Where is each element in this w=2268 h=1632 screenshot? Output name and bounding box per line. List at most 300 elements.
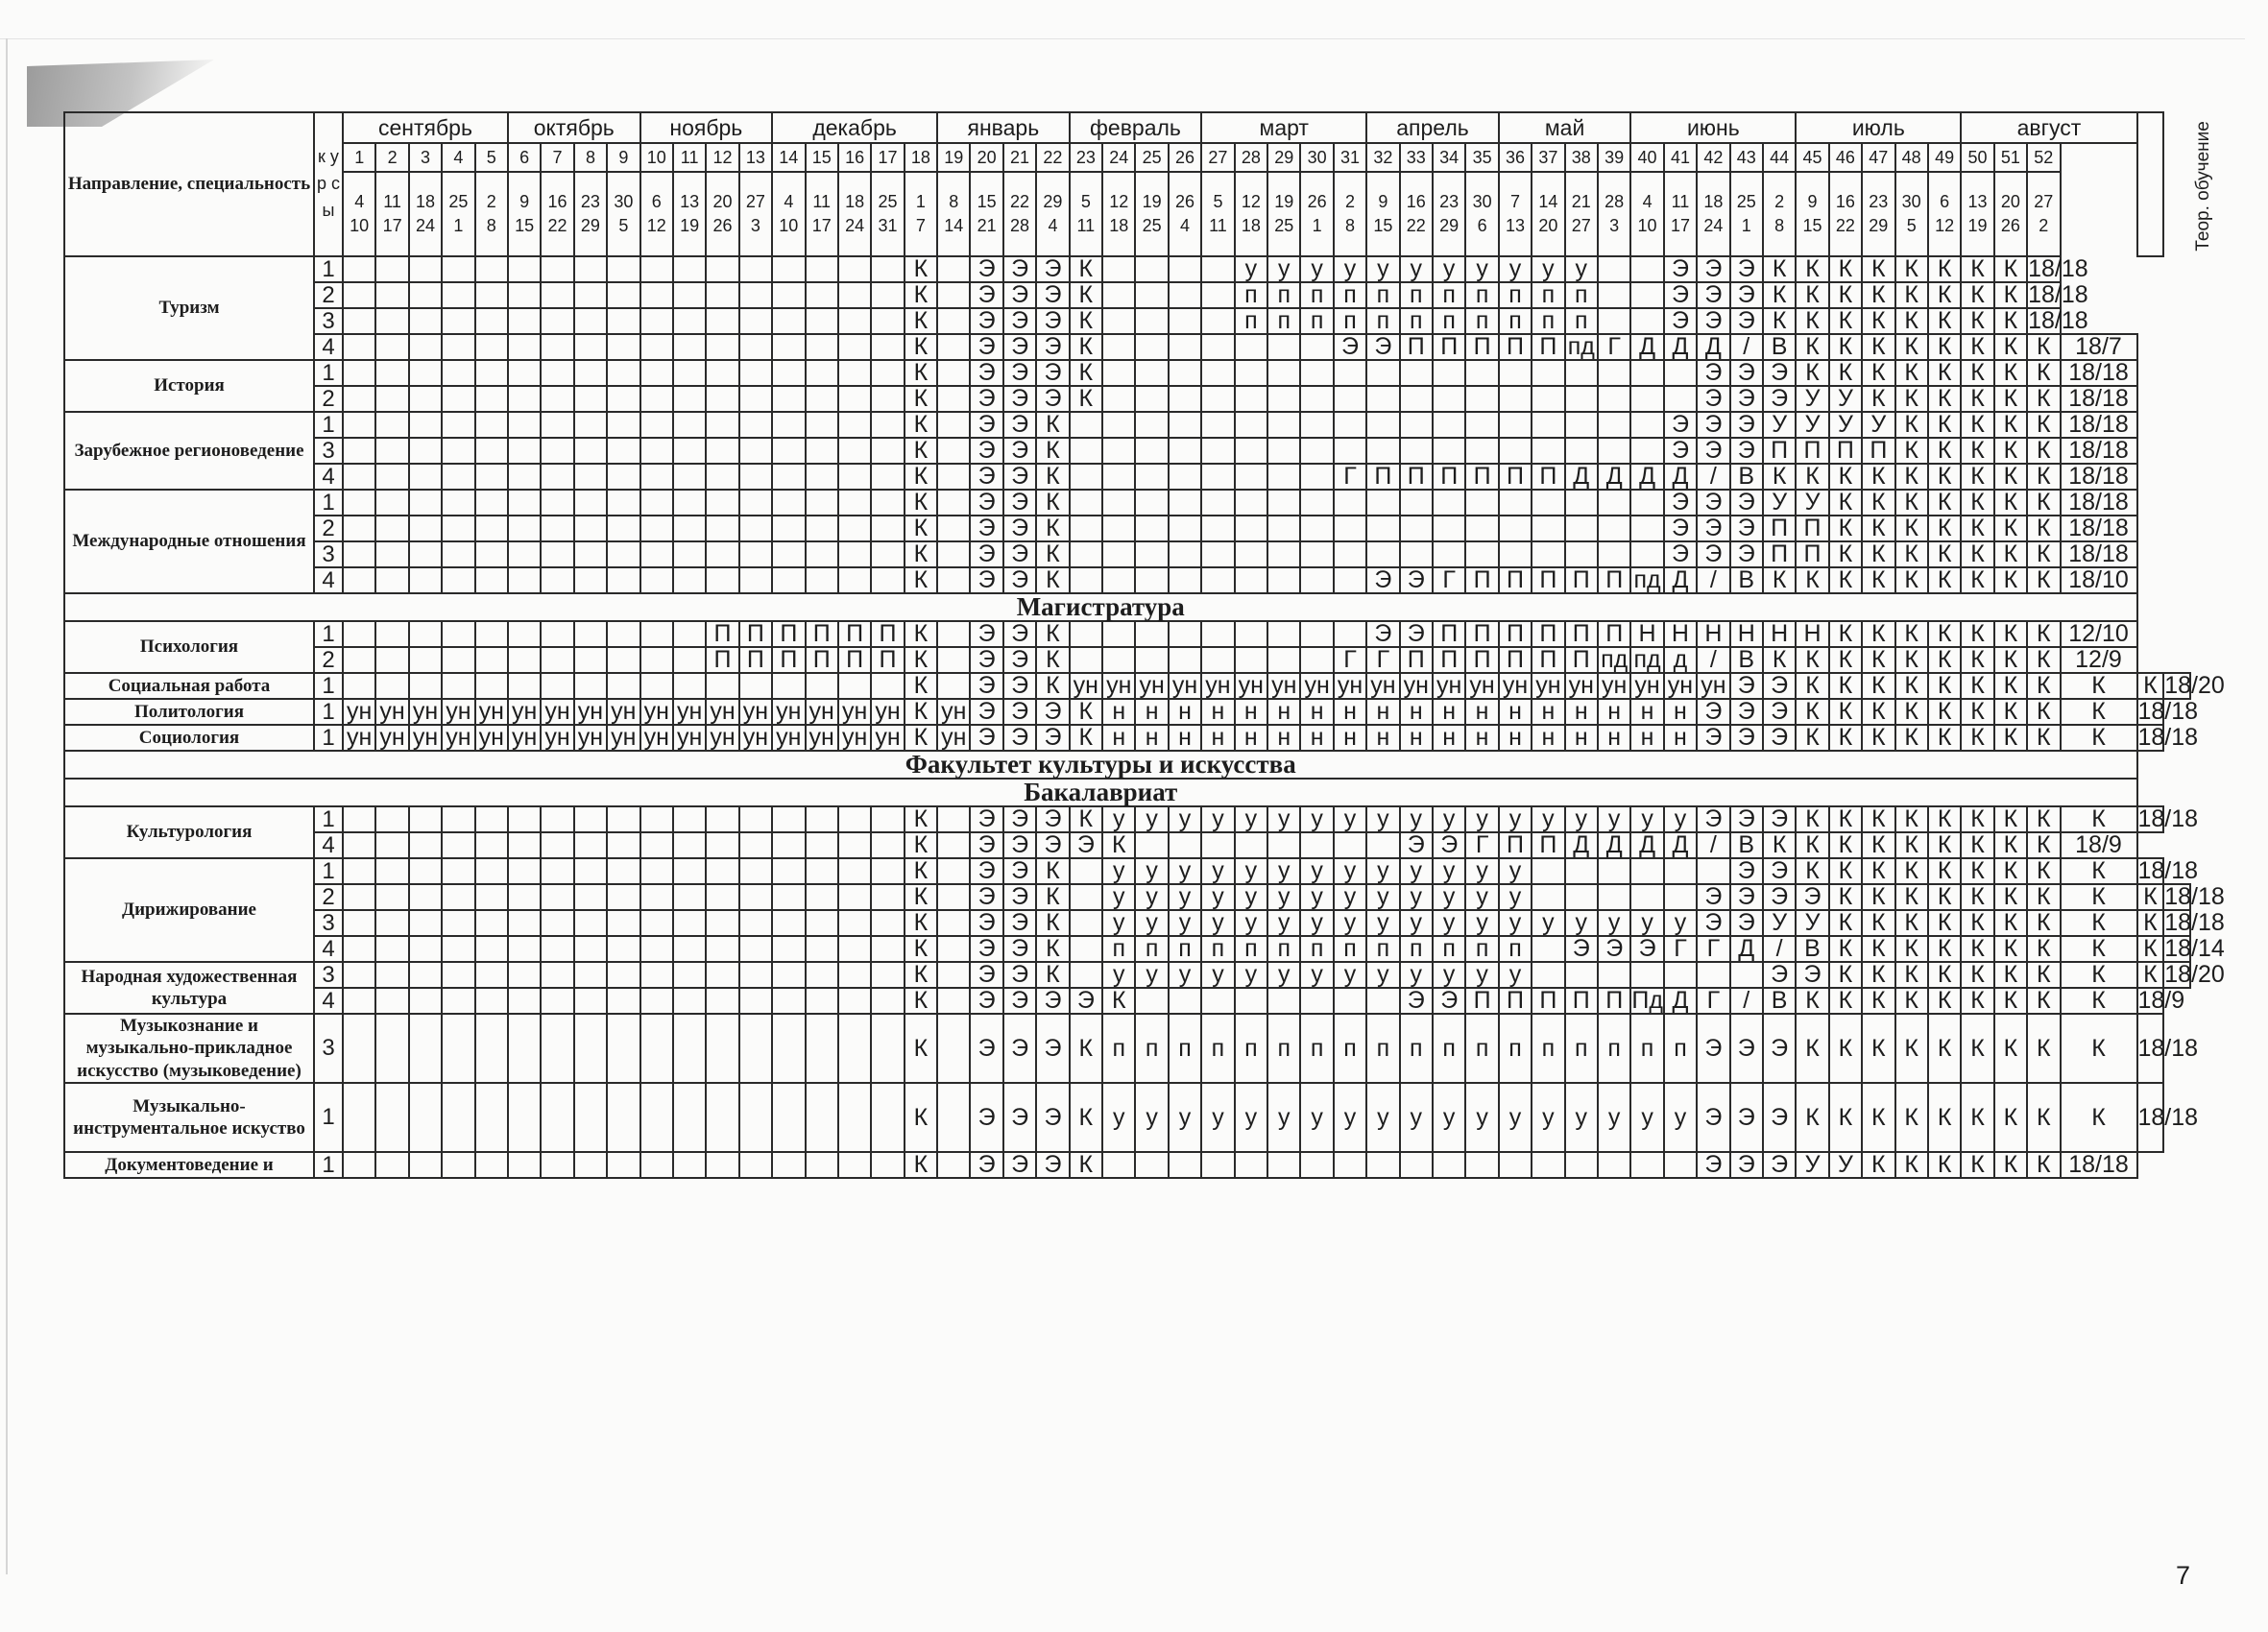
week-cell — [1664, 386, 1697, 412]
week-cell: П — [1598, 567, 1630, 593]
week-number: 52 — [2027, 143, 2060, 172]
week-cell: Г — [1334, 464, 1366, 490]
week-cell — [607, 516, 639, 541]
week-cell: К — [1796, 256, 1828, 282]
schedule-row — [64, 516, 2190, 541]
week-cell — [475, 962, 508, 988]
week-cell: Э — [1697, 256, 1729, 282]
week-cell: ун — [1433, 673, 1465, 699]
week-cell: Э — [1400, 988, 1433, 1014]
week-cell: К — [1036, 567, 1069, 593]
week-cell: п — [1135, 1014, 1168, 1083]
week-cell — [541, 490, 573, 516]
week-cell: п — [1532, 1014, 1564, 1083]
week-cell — [871, 541, 904, 567]
week-cell: К — [1862, 1014, 1894, 1083]
week-cell — [640, 936, 673, 962]
week-cell — [541, 516, 573, 541]
week-cell — [541, 806, 573, 832]
week-number: 21 — [1003, 143, 1036, 172]
course-number: 3 — [314, 910, 343, 936]
week-cell — [1565, 884, 1598, 910]
section-banner-row — [64, 779, 2190, 806]
week-cell: П — [1499, 464, 1532, 490]
week-cell: К — [1070, 282, 1102, 308]
week-cell: п — [1598, 1014, 1630, 1083]
week-cell — [375, 282, 408, 308]
week-cell: К — [1895, 725, 1928, 751]
week-cell: П — [1763, 438, 1796, 464]
week-dates: 29 4 — [1036, 172, 1069, 256]
week-cell: К — [1895, 832, 1928, 858]
week-cell: П — [838, 621, 871, 647]
week-cell: у — [1235, 910, 1267, 936]
week-cell: К — [1829, 884, 1862, 910]
week-cell: у — [1201, 858, 1234, 884]
week-cell — [574, 308, 607, 334]
week-cell: Э — [1664, 256, 1697, 282]
week-cell: К — [1763, 832, 1796, 858]
week-cell: К — [1895, 308, 1928, 334]
week-cell: П — [1433, 334, 1465, 360]
week-cell: К — [1829, 1083, 1862, 1152]
week-cell: К — [1862, 334, 1894, 360]
week-cell: н — [1135, 725, 1168, 751]
week-cell: К — [1829, 858, 1862, 884]
week-cell — [1630, 308, 1663, 334]
week-cell — [442, 438, 474, 464]
course-number: 1 — [314, 725, 343, 751]
week-cell — [739, 988, 772, 1014]
week-cell: К — [1070, 334, 1102, 360]
course-number: 1 — [314, 1083, 343, 1152]
week-cell — [541, 1152, 573, 1178]
week-cell: ун — [541, 699, 573, 725]
week-cell — [1334, 541, 1366, 567]
week-cell — [640, 832, 673, 858]
week-cell: К — [1895, 464, 1928, 490]
week-cell: К — [1862, 806, 1894, 832]
week-cell: К — [2027, 516, 2060, 541]
week-cell: К — [1994, 541, 2027, 567]
week-number: 1 — [343, 143, 375, 172]
week-cell: К — [1994, 282, 2027, 308]
week-cell: Э — [1036, 832, 1069, 858]
week-cell — [871, 832, 904, 858]
week-cell — [1135, 621, 1168, 647]
week-cell: К — [1895, 884, 1928, 910]
week-cell — [937, 1152, 970, 1178]
week-cell — [1630, 962, 1663, 988]
week-cell: Э — [1763, 806, 1796, 832]
week-cell: п — [1400, 282, 1433, 308]
week-cell: Э — [1003, 936, 1036, 962]
week-cell: К — [1928, 647, 1961, 673]
week-cell — [937, 567, 970, 593]
week-cell — [442, 936, 474, 962]
week-dates: 6 12 — [1928, 172, 1961, 256]
week-cell — [706, 334, 738, 360]
week-cell — [574, 412, 607, 438]
week-dates: 9 15 — [1366, 172, 1399, 256]
week-cell: К — [1763, 256, 1796, 282]
week-cell: ун — [574, 725, 607, 751]
week-cell — [640, 464, 673, 490]
week-cell: К — [1036, 412, 1069, 438]
week-cell: ун — [1664, 673, 1697, 699]
week-cell — [1201, 516, 1234, 541]
week-cell: у — [1300, 884, 1333, 910]
week-cell: н — [1433, 725, 1465, 751]
course-number: 2 — [314, 282, 343, 308]
week-cell — [806, 541, 838, 567]
week-cell — [739, 282, 772, 308]
week-cell — [508, 412, 541, 438]
week-cell — [343, 1152, 375, 1178]
week-cell: К — [1928, 412, 1961, 438]
week-cell: у — [1664, 806, 1697, 832]
week-cell: у — [1400, 806, 1433, 832]
week-cell — [739, 438, 772, 464]
week-cell: К — [1895, 806, 1928, 832]
week-cell: П — [1433, 464, 1465, 490]
week-cell — [1102, 308, 1135, 334]
week-cell: К — [2027, 567, 2060, 593]
week-cell: К — [1829, 647, 1862, 673]
week-cell — [1465, 412, 1498, 438]
week-cell: у — [1465, 1083, 1498, 1152]
week-cell: К — [905, 282, 937, 308]
week-cell — [574, 282, 607, 308]
week-cell — [640, 412, 673, 438]
week-cell: К — [1961, 1083, 1993, 1152]
week-cell — [937, 936, 970, 962]
month-header: август — [1961, 112, 2136, 143]
week-cell: н — [1499, 699, 1532, 725]
week-cell: К — [905, 673, 937, 699]
week-cell: К — [2027, 541, 2060, 567]
week-cell — [1102, 412, 1135, 438]
week-dates: 18 24 — [838, 172, 871, 256]
week-cell: ун — [706, 725, 738, 751]
week-cell — [1433, 360, 1465, 386]
week-cell — [640, 541, 673, 567]
week-cell — [640, 256, 673, 282]
week-cell: Э — [970, 910, 1002, 936]
week-cell — [739, 1014, 772, 1083]
week-cell — [1532, 936, 1564, 962]
week-number: 12 — [706, 143, 738, 172]
week-cell — [640, 490, 673, 516]
week-cell: К — [905, 988, 937, 1014]
week-cell — [739, 858, 772, 884]
week-cell: К — [2061, 725, 2137, 751]
week-cell: К — [1961, 308, 1993, 334]
week-cell — [541, 282, 573, 308]
week-cell: Э — [1003, 256, 1036, 282]
week-cell — [574, 832, 607, 858]
schedule-row — [64, 1152, 2190, 1178]
week-cell: н — [1169, 725, 1201, 751]
week-cell: К — [1829, 936, 1862, 962]
week-cell: у — [1366, 962, 1399, 988]
week-cell — [871, 936, 904, 962]
week-cell: К — [1862, 910, 1894, 936]
week-cell: К — [905, 858, 937, 884]
course-number: 4 — [314, 988, 343, 1014]
week-cell: К — [1862, 567, 1894, 593]
week-cell — [1235, 988, 1267, 1014]
week-cell: ун — [871, 699, 904, 725]
week-cell — [375, 988, 408, 1014]
week-cell — [1630, 282, 1663, 308]
week-cell: П — [1532, 464, 1564, 490]
week-cell — [375, 438, 408, 464]
direction-name: Музыкознание и музыкально-прикладное искусство (музыковедение) — [64, 1014, 314, 1083]
week-cell: К — [1961, 725, 1993, 751]
week-cell — [343, 334, 375, 360]
week-cell: Э — [1003, 858, 1036, 884]
week-cell: Г — [1366, 647, 1399, 673]
week-cell — [541, 673, 573, 699]
schedule-row — [64, 360, 2190, 386]
week-cell: Н — [1796, 621, 1828, 647]
week-cell — [838, 673, 871, 699]
week-cell: у — [1433, 806, 1465, 832]
week-number: 50 — [1961, 143, 1993, 172]
week-cell — [806, 256, 838, 282]
week-cell: н — [1366, 725, 1399, 751]
week-cell — [1070, 647, 1102, 673]
course-number: 4 — [314, 464, 343, 490]
week-cell: Э — [970, 256, 1002, 282]
week-cell: ун — [1499, 673, 1532, 699]
week-cell — [1235, 386, 1267, 412]
week-dates: 27 2 — [2027, 172, 2060, 256]
week-cell — [673, 567, 706, 593]
week-dates: 9 15 — [508, 172, 541, 256]
week-cell — [838, 962, 871, 988]
week-cell — [806, 464, 838, 490]
week-cell: Д — [1730, 936, 1763, 962]
week-cell — [442, 858, 474, 884]
week-cell: Э — [1730, 910, 1763, 936]
week-cell: Э — [970, 308, 1002, 334]
week-cell: Э — [1697, 1152, 1729, 1178]
week-cell: н — [1532, 725, 1564, 751]
week-cell — [475, 858, 508, 884]
week-cell: К — [1994, 256, 2027, 282]
theory-header — [2137, 112, 2213, 256]
week-cell — [673, 647, 706, 673]
week-cell: К — [1829, 725, 1862, 751]
week-cell — [937, 412, 970, 438]
week-cell — [1499, 490, 1532, 516]
week-cell — [442, 910, 474, 936]
week-cell: н — [1235, 699, 1267, 725]
week-cell: К — [1895, 1014, 1928, 1083]
week-number-row — [64, 143, 2190, 172]
schedule-row — [64, 910, 2190, 936]
week-cell: К — [1961, 256, 1993, 282]
week-cell — [409, 673, 442, 699]
week-cell — [1169, 282, 1201, 308]
week-cell: К — [1961, 1152, 1993, 1178]
week-cell: К — [1036, 962, 1069, 988]
direction-name: Культурология — [64, 806, 314, 858]
week-cell: Э — [970, 699, 1002, 725]
week-cell: н — [1598, 725, 1630, 751]
week-cell: К — [905, 256, 937, 282]
week-cell — [1334, 1152, 1366, 1178]
week-cell — [838, 988, 871, 1014]
week-cell: К — [2061, 673, 2137, 699]
week-cell: Д — [1664, 464, 1697, 490]
week-cell: К — [1895, 647, 1928, 673]
theory-weeks: 18/18 — [2137, 1014, 2164, 1083]
week-cell: Э — [970, 1014, 1002, 1083]
week-cell — [475, 884, 508, 910]
week-cell: ун — [1697, 673, 1729, 699]
week-cell — [475, 936, 508, 962]
week-cell — [1070, 910, 1102, 936]
week-cell — [508, 962, 541, 988]
week-cell — [375, 673, 408, 699]
week-cell — [772, 490, 805, 516]
week-number: 14 — [772, 143, 805, 172]
week-cell: К — [1796, 673, 1828, 699]
week-dates: 11 17 — [806, 172, 838, 256]
week-cell: Э — [1730, 699, 1763, 725]
week-cell — [640, 673, 673, 699]
week-cell: К — [1994, 858, 2027, 884]
month-header: декабрь — [772, 112, 937, 143]
week-cell: Э — [970, 412, 1002, 438]
week-cell — [640, 438, 673, 464]
week-cell: Э — [1664, 541, 1697, 567]
week-cell — [1400, 438, 1433, 464]
week-cell: К — [1961, 936, 1993, 962]
week-cell — [508, 334, 541, 360]
week-cell: п — [1334, 308, 1366, 334]
week-cell: у — [1169, 858, 1201, 884]
week-cell — [739, 936, 772, 962]
week-cell: К — [1895, 412, 1928, 438]
week-cell — [1598, 516, 1630, 541]
week-cell: К — [905, 647, 937, 673]
week-cell: Э — [1003, 884, 1036, 910]
week-cell: К — [905, 567, 937, 593]
week-cell: К — [1961, 962, 1993, 988]
week-cell — [871, 806, 904, 832]
week-cell: у — [1598, 910, 1630, 936]
week-cell: П — [1565, 567, 1598, 593]
week-cell — [937, 360, 970, 386]
week-cell — [1070, 858, 1102, 884]
week-cell: К — [2061, 910, 2137, 936]
week-cell — [375, 386, 408, 412]
week-cell: Э — [1400, 621, 1433, 647]
week-cell: В — [1730, 464, 1763, 490]
week-cell: К — [1829, 910, 1862, 936]
week-cell: п — [1400, 308, 1433, 334]
week-cell: К — [1895, 962, 1928, 988]
week-cell — [1630, 884, 1663, 910]
week-cell — [1697, 858, 1729, 884]
week-cell: Э — [1003, 438, 1036, 464]
week-cell: В — [1763, 334, 1796, 360]
week-dates: 19 25 — [1267, 172, 1300, 256]
week-cell: пд — [1598, 647, 1630, 673]
week-cell: В — [1763, 988, 1796, 1014]
week-cell — [1235, 412, 1267, 438]
week-cell: П — [806, 621, 838, 647]
week-cell: П — [1532, 988, 1564, 1014]
week-dates: 7 13 — [1499, 172, 1532, 256]
week-cell: К — [1961, 386, 1993, 412]
week-cell — [1400, 516, 1433, 541]
week-cell — [673, 464, 706, 490]
week-cell — [541, 647, 573, 673]
week-cell — [1135, 988, 1168, 1014]
week-cell — [640, 1152, 673, 1178]
week-cell — [772, 256, 805, 282]
week-cell — [1235, 438, 1267, 464]
week-cell — [739, 567, 772, 593]
week-cell — [1267, 464, 1300, 490]
week-cell: п — [1235, 282, 1267, 308]
week-cell — [673, 621, 706, 647]
week-cell: п — [1267, 936, 1300, 962]
week-cell: К — [1895, 673, 1928, 699]
week-cell: ун — [475, 699, 508, 725]
week-cell — [409, 884, 442, 910]
week-cell — [806, 832, 838, 858]
week-cell — [706, 256, 738, 282]
week-cell — [409, 438, 442, 464]
week-cell — [1366, 1152, 1399, 1178]
week-cell: К — [1036, 910, 1069, 936]
week-cell — [1664, 884, 1697, 910]
week-cell — [1070, 516, 1102, 541]
week-cell — [541, 308, 573, 334]
week-cell — [607, 806, 639, 832]
week-cell — [343, 673, 375, 699]
week-cell — [1598, 884, 1630, 910]
week-cell — [1532, 858, 1564, 884]
week-cell — [739, 516, 772, 541]
week-cell — [838, 412, 871, 438]
week-cell: П — [1499, 647, 1532, 673]
theory-weeks: 18/20 — [2164, 961, 2225, 988]
week-dates: 4 10 — [772, 172, 805, 256]
week-cell: у — [1300, 256, 1333, 282]
week-cell: Э — [970, 386, 1002, 412]
week-cell — [772, 936, 805, 962]
week-cell — [1267, 621, 1300, 647]
week-cell — [541, 962, 573, 988]
week-cell: К — [2027, 1083, 2060, 1152]
week-cell: К — [1895, 490, 1928, 516]
week-cell: К — [1895, 360, 1928, 386]
week-cell — [508, 308, 541, 334]
week-cell: К — [2027, 621, 2060, 647]
week-cell: К — [1036, 438, 1069, 464]
week-dates: 2 8 — [1334, 172, 1366, 256]
week-cell — [1235, 567, 1267, 593]
week-cell — [806, 360, 838, 386]
week-cell: у — [1267, 1083, 1300, 1152]
